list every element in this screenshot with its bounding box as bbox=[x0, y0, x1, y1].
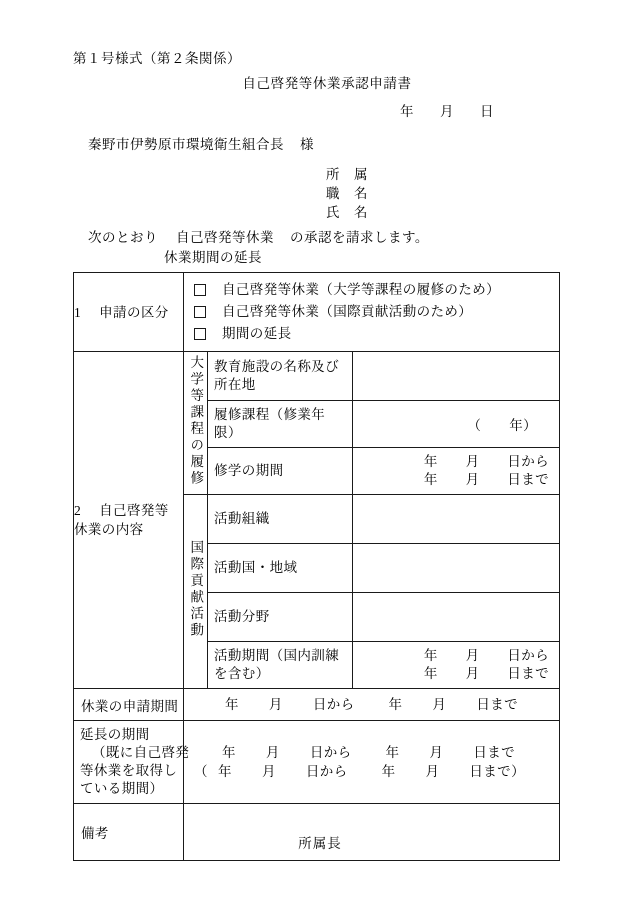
row1-options-cell bbox=[184, 273, 560, 352]
date-line bbox=[400, 100, 494, 120]
row2-title-line2: 休業の内容 bbox=[74, 522, 144, 537]
checkbox-icon[interactable] bbox=[194, 306, 206, 318]
row4-label-line1: 延長の期間 bbox=[80, 727, 150, 742]
sub-label-course-line1: 履修課程（修業年 bbox=[214, 407, 326, 422]
sub-label-facility bbox=[208, 352, 353, 401]
value-activity-period[interactable] bbox=[353, 642, 560, 689]
request-statement bbox=[88, 228, 429, 268]
form-number: 第１号様式（第２条関係） bbox=[73, 51, 241, 66]
row4-label-line3: 等休業を取得し bbox=[80, 763, 178, 778]
row4-label-cell bbox=[74, 721, 190, 804]
sub-label-facility-line2: 所在地 bbox=[214, 377, 256, 392]
sub-label-activity-period-line1: 活動期間（国内訓練 bbox=[214, 648, 340, 663]
request-subject-alt: 休業期間の延長 bbox=[164, 250, 262, 265]
checkbox-group bbox=[184, 273, 559, 351]
row2-number: 2 bbox=[74, 503, 82, 518]
footer-note: 所属長 bbox=[298, 836, 342, 851]
course-paren-open: （ bbox=[467, 418, 482, 433]
request-subject: 自己啓発等休業 bbox=[176, 230, 274, 245]
checkbox-label-international: 自己啓発等休業（国際貢献活動のため） bbox=[222, 304, 473, 319]
leave-period-dates bbox=[184, 689, 559, 720]
row2-label-cell bbox=[74, 352, 184, 689]
sub-label-field-text: 活動分野 bbox=[214, 609, 270, 624]
date-day-label: 日 bbox=[480, 104, 494, 119]
ext-to: 日まで bbox=[473, 745, 516, 760]
ext2-month2: 月 bbox=[425, 764, 440, 779]
vertical-label-university bbox=[184, 352, 208, 495]
sub-label-field bbox=[208, 593, 353, 642]
value-country[interactable] bbox=[353, 544, 560, 593]
sub-label-facility-line1: 教育施設の名称及び bbox=[214, 359, 340, 374]
value-study-period[interactable] bbox=[353, 448, 560, 495]
addressee bbox=[88, 133, 314, 153]
row1-label bbox=[74, 303, 183, 322]
vertical-label-international bbox=[184, 495, 208, 689]
value-organization-text bbox=[353, 514, 559, 524]
value-facility[interactable] bbox=[353, 352, 560, 401]
checkbox-icon[interactable] bbox=[194, 284, 206, 296]
addressee-honorific: 様 bbox=[300, 137, 314, 152]
ext-month: 月 bbox=[265, 745, 280, 760]
sub-label-organization-text: 活動組織 bbox=[214, 511, 270, 526]
value-field[interactable] bbox=[353, 593, 560, 642]
request-tail: の承認を請求します。 bbox=[290, 230, 429, 245]
checkbox-row-international[interactable] bbox=[194, 301, 559, 323]
vertical-label-international-text: 国際貢献活動 bbox=[188, 540, 204, 639]
name-char1: 氏 bbox=[326, 205, 340, 220]
affiliation-char2: 属 bbox=[354, 167, 368, 182]
ext2-year2: 年 bbox=[381, 764, 396, 779]
row4-label-line4: ている期間） bbox=[80, 781, 164, 796]
table-row-leave-period bbox=[74, 689, 560, 721]
leave-to: 日まで bbox=[476, 697, 519, 712]
applicant-block bbox=[326, 165, 368, 222]
ext-year: 年 bbox=[222, 745, 236, 760]
name-char2: 名 bbox=[354, 205, 368, 220]
leave-year: 年 bbox=[225, 697, 239, 712]
sub-label-activity-period bbox=[208, 642, 353, 689]
value-course[interactable] bbox=[353, 401, 560, 448]
value-facility-text bbox=[353, 352, 559, 400]
leave-from: 日から bbox=[312, 697, 355, 712]
date-month-label: 月 bbox=[440, 104, 454, 119]
row5-label: 備考 bbox=[81, 826, 109, 841]
ext-from: 日から bbox=[309, 745, 352, 760]
sub-label-country-text: 活動国・地域 bbox=[214, 560, 298, 575]
row2-label bbox=[74, 501, 183, 539]
extension-period-dates bbox=[184, 738, 559, 786]
sub-label-course-line2: 限） bbox=[214, 425, 242, 440]
application-table bbox=[73, 272, 560, 861]
row4-value-cell[interactable] bbox=[184, 721, 560, 804]
activity-period-dates bbox=[353, 642, 559, 688]
ext2-month: 月 bbox=[261, 764, 276, 779]
vertical-label-university-text: 大学等課程の履修 bbox=[188, 355, 204, 487]
row3-label-cell bbox=[74, 689, 184, 721]
position-char1: 職 bbox=[326, 186, 340, 201]
study-period-to: 年 月 日まで bbox=[423, 472, 550, 487]
value-field-text bbox=[353, 612, 559, 622]
activity-period-from: 年 月 日から bbox=[423, 648, 550, 663]
activity-period-to: 年 月 日まで bbox=[423, 666, 550, 681]
sub-label-activity-period-line2: を含む） bbox=[214, 666, 270, 681]
row4-label-line2: （既に自己啓発 bbox=[92, 745, 190, 760]
ext-month2: 月 bbox=[429, 745, 444, 760]
row4-label bbox=[74, 721, 190, 803]
row2-title-line1: 自己啓発等 bbox=[99, 503, 169, 518]
ext2-year: 年 bbox=[218, 764, 232, 779]
study-period-dates bbox=[353, 448, 559, 494]
page-title: 自己啓発等休業承認申請書 bbox=[242, 76, 412, 91]
applicant-position-label bbox=[326, 184, 368, 203]
table-row-extension-period bbox=[74, 721, 560, 804]
value-country-text bbox=[353, 563, 559, 573]
leave-year2: 年 bbox=[388, 697, 403, 712]
checkbox-row-university[interactable] bbox=[194, 279, 559, 301]
sub-label-course bbox=[208, 401, 353, 448]
row1-number: 1 bbox=[74, 304, 82, 320]
extension-line-2 bbox=[184, 762, 559, 781]
checkbox-row-extension[interactable] bbox=[194, 323, 559, 345]
request-lead: 次のとおり bbox=[88, 230, 158, 245]
leave-month: 月 bbox=[268, 697, 283, 712]
value-course-years bbox=[353, 409, 559, 439]
study-period-from: 年 月 日から bbox=[423, 454, 550, 469]
value-organization[interactable] bbox=[353, 495, 560, 544]
row1-title: 申請の区分 bbox=[99, 304, 169, 320]
checkbox-label-extension: 期間の延長 bbox=[222, 326, 292, 341]
position-char2: 名 bbox=[354, 186, 368, 201]
applicant-name-label bbox=[326, 203, 368, 222]
extension-open-paren: （ bbox=[194, 764, 208, 779]
sub-label-organization bbox=[208, 495, 353, 544]
ext2-from: 日から bbox=[305, 764, 348, 779]
row3-value-cell[interactable] bbox=[184, 689, 560, 721]
sub-label-study-period bbox=[208, 448, 353, 495]
row3-label: 休業の申請期間 bbox=[81, 698, 179, 714]
table-row-content-university-1 bbox=[74, 352, 560, 401]
addressee-name: 秦野市伊勢原市環境衛生組合長 bbox=[88, 137, 284, 152]
checkbox-icon[interactable] bbox=[194, 328, 206, 340]
applicant-affiliation-label bbox=[326, 165, 368, 184]
ext2-to-closed: 日まで） bbox=[469, 764, 525, 779]
date-year-label: 年 bbox=[400, 104, 414, 119]
affiliation-char1: 所 bbox=[326, 167, 340, 182]
table-row-application-category bbox=[74, 273, 560, 352]
course-year-unit: 年） bbox=[509, 418, 538, 433]
sub-label-study-period-text: 修学の期間 bbox=[214, 463, 284, 478]
leave-month2: 月 bbox=[432, 697, 447, 712]
ext-year2: 年 bbox=[385, 745, 400, 760]
extension-line-1 bbox=[184, 743, 559, 762]
checkbox-label-university: 自己啓発等休業（大学等課程の履修のため） bbox=[222, 282, 500, 297]
sub-label-country bbox=[208, 544, 353, 593]
row1-label-cell bbox=[74, 273, 184, 352]
